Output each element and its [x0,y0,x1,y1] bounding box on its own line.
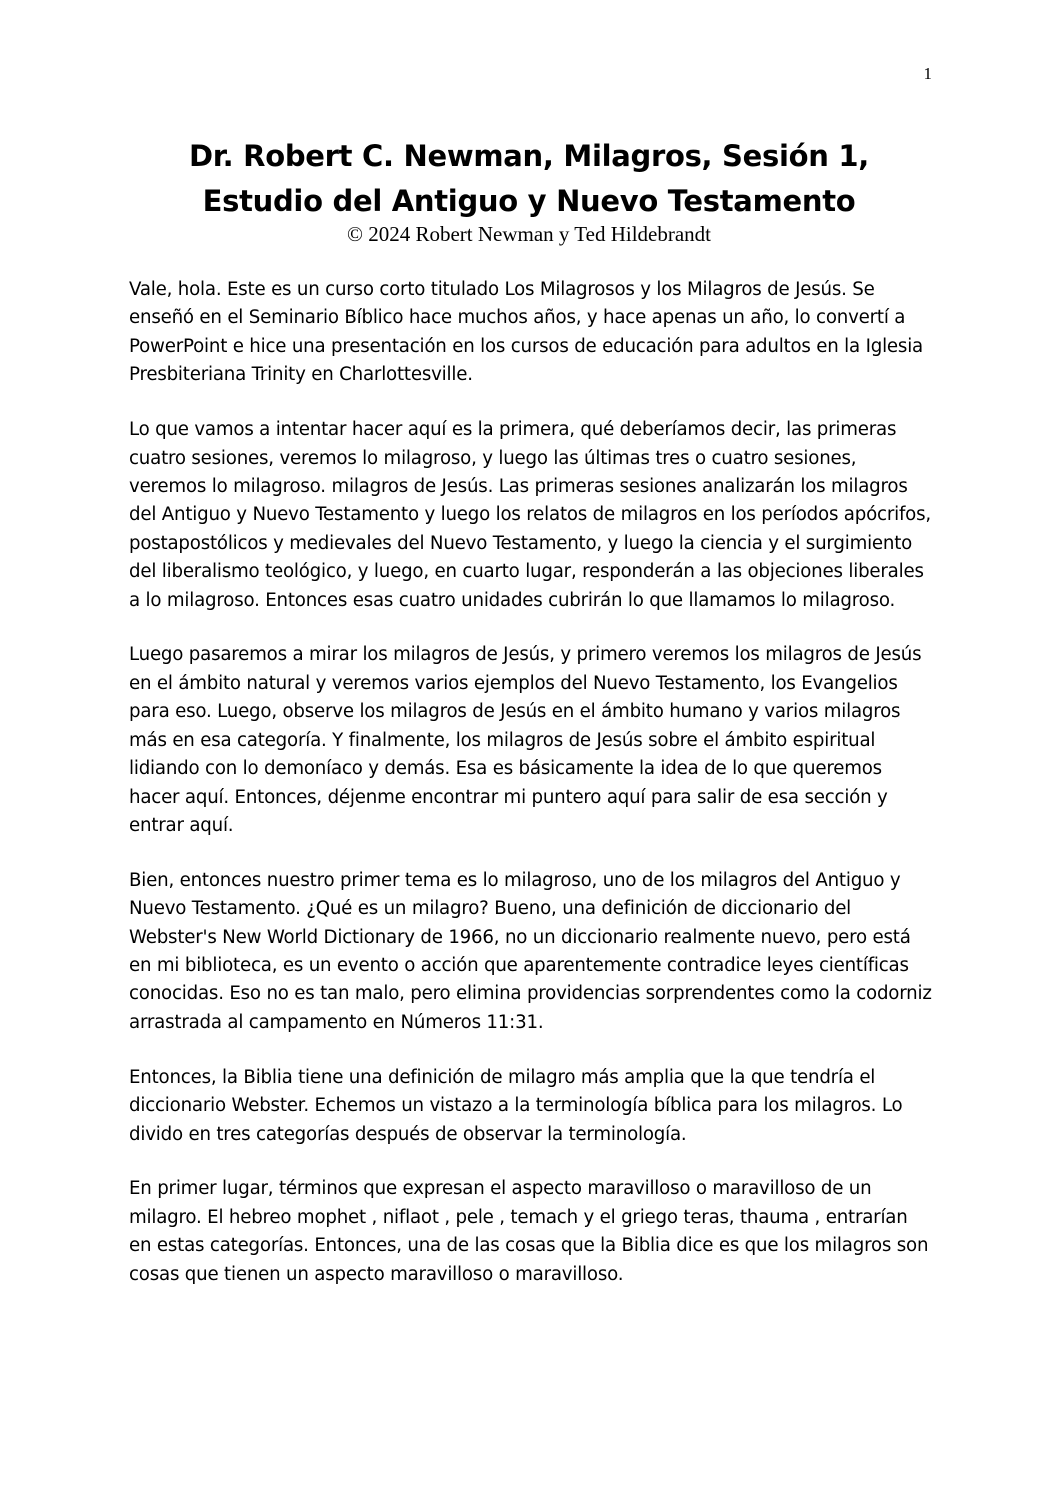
paragraph-2: Lo que vamos a intentar hacer aquí es la primera, qué deberíamos decir, las primeras cuatro sesiones, veremos lo milagroso, y luego las últimas tres o cuatro sesiones, veremos lo milagroso. milagros de Jesús. Las primeras sesiones analizarán los milagros del Antiguo y Nuevo Testamento y luego los relatos de milagros en los períodos apócrifos, postapostólicos y medievales del Nuevo Testamento, y luego la ciencia y el surgimiento del liberalismo teológico, y luego, en cuarto lugar, responderán a las objeciones liberales a lo milagroso. Entonces esas cuatro unidades cubrirán lo que llamamos lo milagroso. [129,419,931,611]
paragraph-5: Entonces, la Biblia tiene una definición de milagro más amplia que la que tendría el diccionario Webster. Echemos un vistazo a la terminología bíblica para los milagros. Lo divido en tres categorías después de observar la terminología. [129,1066,903,1145]
paragraph-4: Bien, entonces nuestro primer tema es lo milagroso, uno de los milagros del Antiguo y Nuevo Testamento. ¿Qué es un milagro? Bueno, una definición de diccionario del Webster's New World Dictionary de 1966, no un diccionario realmente nuevo, pero está en mi biblioteca, es un evento o acción que aparentemente contradice leyes científicas conocidas. Eso no es tan malo, pero elimina providencias sorprendentes como la codorniz arrastrada al campamento en Números 11:31. [129,869,932,1033]
title-block [0,134,1058,248]
document-title-line-2: Estudio del Antiguo y Nuevo Testamento [202,184,856,218]
paragraph-6: En primer lugar, términos que expresan el aspecto maravilloso o maravilloso de un milagro. El hebreo mophet , niflaot , pele , temach y el griego teras, thauma , entrarían en estas categorías. Entonces, una de las cosas que la Biblia dice es que los milagros son cosas que tienen un aspecto maravilloso o maravilloso. [129,1178,929,1285]
page-number: 1 [923,64,932,83]
document-title-line-1: Dr. Robert C. Newman, Milagros, Sesión 1, [189,139,869,173]
body-text [129,276,934,1316]
copyright-notice: © 2024 Robert Newman y Ted Hildebrandt [346,222,712,246]
paragraph-1: Vale, hola. Este es un curso corto titulado Los Milagrosos y los Milagros de Jesús. Se enseñó en el Seminario Bíblico hace muchos años, y hace apenas un año, lo convertí a PowerPoint e hice una presentación en los cursos de educación para adultos en la Iglesia Presbiteriana Trinity en Charlottesville. [129,279,923,386]
paragraph-3: Luego pasaremos a mirar los milagros de Jesús, y primero veremos los milagros de Jesús en el ámbito natural y veremos varios ejemplos del Nuevo Testamento, los Evangelios para eso. Luego, observe los milagros de Jesús en el ámbito humano y varios milagros más en esa categoría. Y finalmente, los milagros de Jesús sobre el ámbito espiritual lidiando con lo demoníaco y demás. Esa es básicamente la idea de lo que queremos hacer aquí. Entonces, déjenme encontrar mi puntero aquí para salir de esa sección y entrar aquí. [129,644,922,836]
